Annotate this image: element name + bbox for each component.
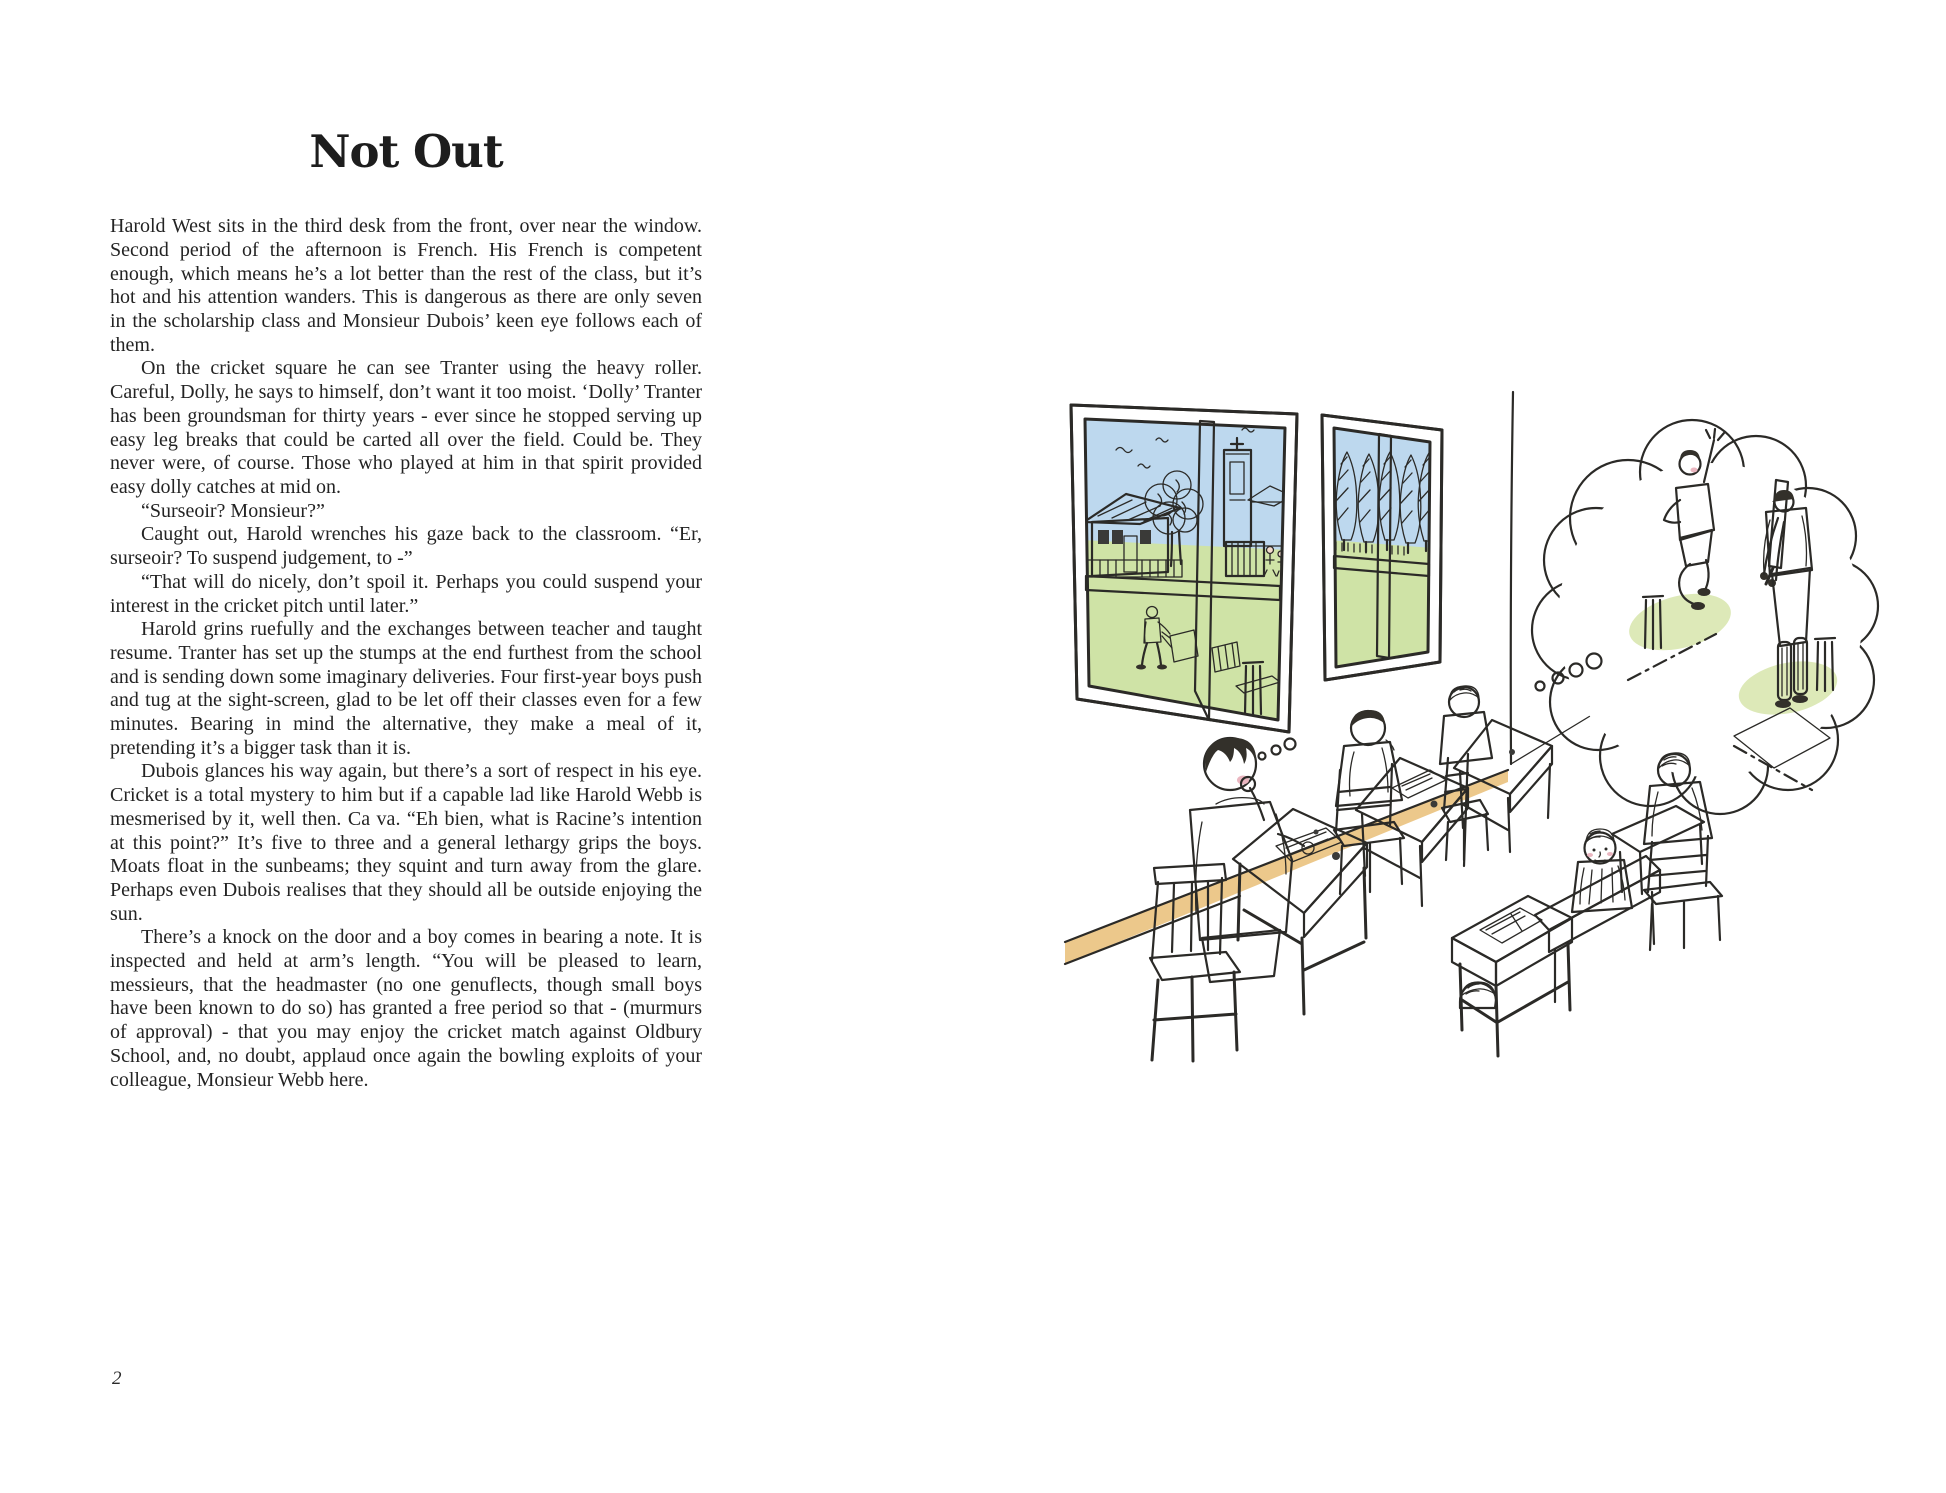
story-paragraph: On the cricket square he can see Tranter using the heavy roller. Careful, Dolly, he says to himself, don’t want it too moist. ‘Dolly’ Tranter has been groundsman for thirty years - ever since he stopped serving up easy leg breaks that could be carted all over the field. Could be. They never were, of course. Those who played at him in that spirit provided easy dolly catches at mid on. [110,357,702,498]
thought-cloud [1532,420,1878,814]
story-paragraph: “That will do nicely, don’t spoil it. Perhaps you could suspend your interest in the cricket pitch until later.” [110,570,702,617]
classroom-illustration [1040,390,1880,1170]
chapter-title: Not Out [309,125,503,178]
pupil-partial-head [1460,982,1496,1008]
story-paragraph: Harold grins ruefully and the exchanges between teacher and taught resume. Tranter has set up the stumps at the end furthest from the school and is sending down some imaginary deliveries. Four first-year boys push and tug at the sight-screen, glad to be let off their classes even for a few minutes. Bearing in mind the alternative, they make a meal of it, pretending it’s a bigger task than it is. [110,618,702,759]
text-column [110,125,702,1092]
window-right [1322,415,1442,680]
window-right-scene [1330,424,1439,670]
wall-corner-line [1511,392,1513,764]
page-number: 2 [112,1368,122,1389]
desk-4 [1612,806,1704,894]
skirting-board [1065,710,1600,964]
window-left [1071,405,1297,740]
story-paragraph: Harold West sits in the third desk from the front, over near the window. Second period of the afternoon is French. His French is competent enough, which means he’s a lot better than the rest of the class, but it’s hot and his attention wanders. This is dangerous as there are only seven in the scholarship class and Monsieur Dubois’ keen eye follows each of them. [110,215,702,356]
open-book [1480,908,1542,943]
chair-4 [1644,836,1722,950]
story-paragraph: “Surseoir? Monsieur?” [141,499,325,522]
pupil-5 [1535,829,1660,1002]
story-paragraph: Caught out, Harold wrenches his gaze back to the classroom. “Er, surseoir? To suspend judgement, to -” [110,523,702,570]
pupil-3 [1440,686,1552,860]
story-paragraph: There’s a knock on the door and a boy comes in bearing a note. It is inspected and held at arm’s length. “You will be pleased to learn, messieurs, that the headmaster (no one genuflects, though small boys have been known to do so) has granted a free period so that - (murmurs of approval) - that you may enjoy the cricket match against Oldbury School, and, no doubt, applaud once again the bowling exploits of your colleague, Monsieur Webb here. [110,926,702,1091]
story-paragraph: Dubois glances his way again, but there’s a sort of respect in his eye. Cricket is a total mystery to him but if a capable lad like Harold Webb is mesmerised by it, well then. Ca va. “Eh bien, what is Racine’s intention at this point?” It’s five to three and a general lethargy grips the boys. Moats float in the sunbeams; they squint and turn away from the glare. Perhaps even Dubois realises that they should all be outside enjoying the sun. [110,760,702,925]
pupil-4 [1612,753,1722,950]
pupil-2 [1334,710,1468,906]
